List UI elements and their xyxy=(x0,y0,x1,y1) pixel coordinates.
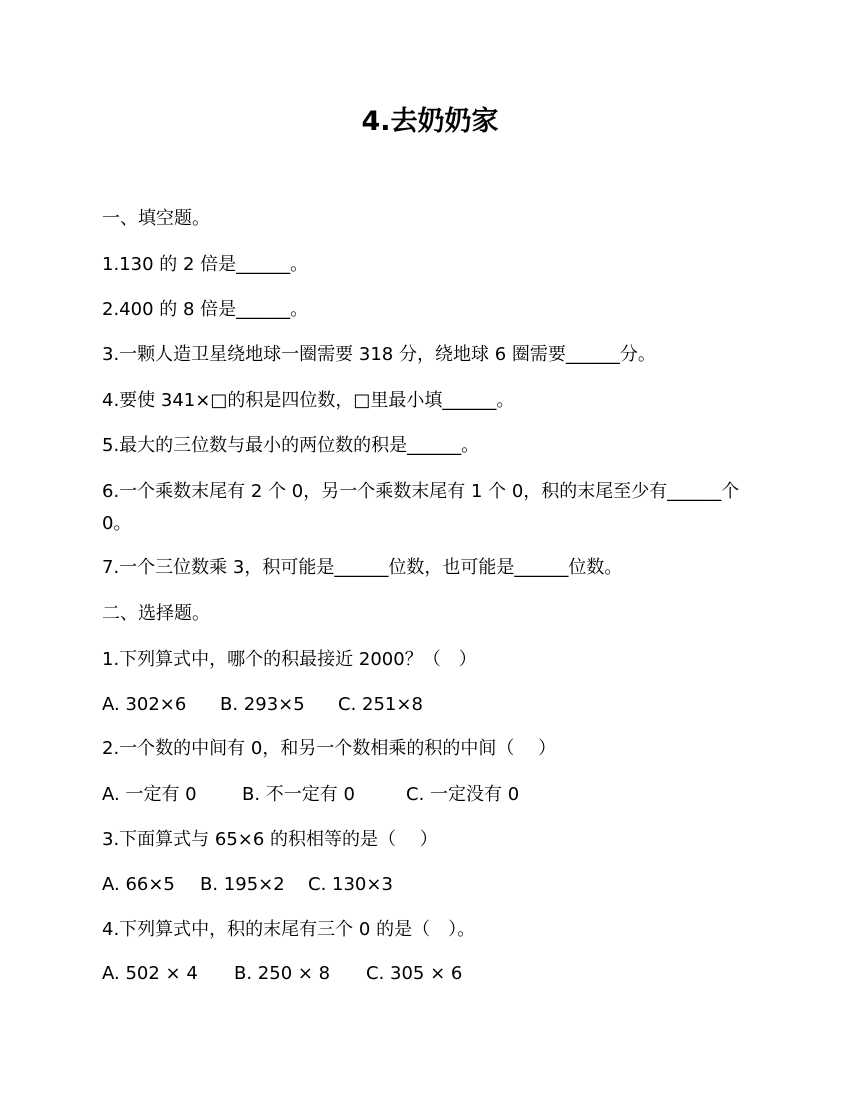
section-heading-fill-blank: 一、填空题。 xyxy=(102,208,210,229)
option-a: A. 66×5 xyxy=(102,874,175,895)
choice-options-1 xyxy=(102,689,423,721)
option-a: A. 302×6 xyxy=(102,694,187,715)
fill-question-6: 6.一个乘数末尾有 2 个 0，另一个乘数末尾有 1 个 0，积的末尾至少有______个 0。 xyxy=(102,481,740,534)
fill-question-7: 7.一个三位数乘 3，积可能是______位数，也可能是______位数。 xyxy=(102,557,623,578)
fill-question-5: 5.最大的三位数与最小的两位数的积是______。 xyxy=(102,435,480,456)
option-c: C. 305 × 6 xyxy=(366,963,463,984)
choice-question-2: 2.一个数的中间有 0，和另一个数相乘的积的中间（ ） xyxy=(102,738,557,759)
option-b: B. 250 × 8 xyxy=(234,963,331,984)
choice-options-2 xyxy=(102,779,519,811)
option-c: C. 一定没有 0 xyxy=(406,784,520,805)
option-a: A. 一定有 0 xyxy=(102,784,197,805)
choice-options-4 xyxy=(102,958,462,990)
option-b: B. 293×5 xyxy=(220,694,305,715)
fill-question-4: 4.要使 341×□的积是四位数，□里最小填______。 xyxy=(102,390,515,411)
option-b: B. 不一定有 0 xyxy=(242,784,355,805)
choice-options-3 xyxy=(102,869,393,901)
option-a: A. 502 × 4 xyxy=(102,963,198,984)
choice-question-4: 4.下列算式中，积的末尾有三个 0 的是（ ）。 xyxy=(102,919,476,940)
fill-question-3: 3.一颗人造卫星绕地球一圈需要 318 分，绕地球 6 圈需要______分。 xyxy=(102,344,656,365)
choice-question-3: 3.下面算式与 65×6 的积相等的是（ ） xyxy=(102,829,438,850)
fill-question-2: 2.400 的 8 倍是______。 xyxy=(102,299,309,320)
option-b: B. 195×2 xyxy=(200,874,285,895)
choice-question-1: 1.下列算式中，哪个的积最接近 2000？（ ） xyxy=(102,649,477,670)
section-heading-choice: 二、选择题。 xyxy=(102,603,210,624)
option-c: C. 251×8 xyxy=(338,694,423,715)
option-c: C. 130×3 xyxy=(308,874,393,895)
page-title: 4.去奶奶家 xyxy=(361,106,499,137)
fill-question-1: 1.130 的 2 倍是______。 xyxy=(102,254,309,275)
